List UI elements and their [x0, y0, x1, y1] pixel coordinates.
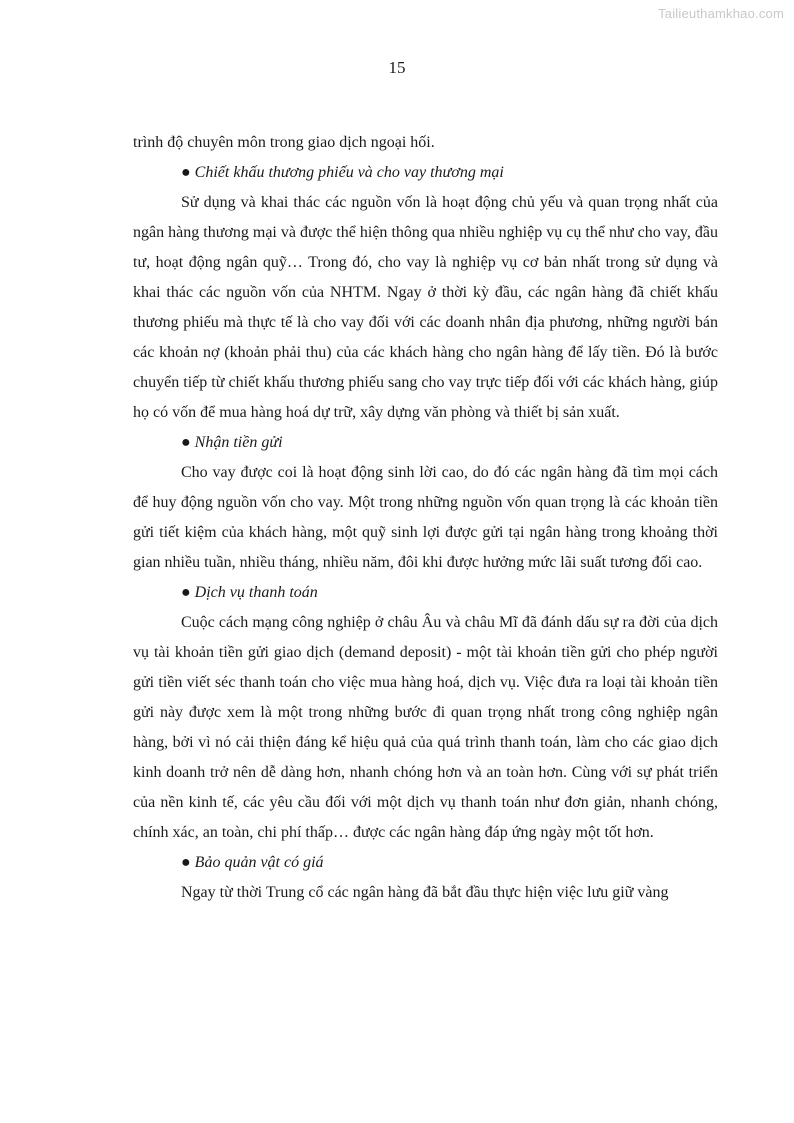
section-heading-text: Nhận tiền gửi — [194, 434, 283, 451]
section-heading-safekeeping — [133, 848, 718, 878]
section-heading-discounting — [133, 158, 718, 188]
section-heading-text: Chiết khấu thương phiếu và cho vay thương mại — [194, 164, 504, 181]
bullet-icon: ● — [181, 434, 191, 451]
section-heading-text: Dịch vụ thanh toán — [194, 584, 318, 601]
paragraph-deposits: Cho vay được coi là hoạt động sinh lời cao, do đó các ngân hàng đã tìm mọi cách để huy động nguồn vốn cho vay. Một trong những nguồn vốn quan trọng là các khoản tiền gửi tiết kiệm của khách hàng, một quỹ sinh lợi được gửi tại ngân hàng trong khoảng thời gian nhiều tuần, nhiều tháng, nhiều năm, đôi khi được hưởng mức lãi suất tương đối cao. — [133, 464, 718, 571]
paragraph-discounting: Sử dụng và khai thác các nguồn vốn là hoạt động chủ yếu và quan trọng nhất của ngân hàng thương mại và được thể hiện thông qua nhiều nghiệp vụ cụ thể như cho vay, đầu tư, hoạt động ngân quỹ… Trong đó, cho vay là nghiệp vụ cơ bản nhất trong sử dụng và khai thác các nguồn vốn của NHTM. Ngay ở thời kỳ đầu, các ngân hàng đã chiết khấu thương phiếu mà thực tế là cho vay đối với các doanh nhân địa phương, những người bán các khoản nợ (khoản phải thu) của các khách hàng cho ngân hàng để lấy tiền. Đó là bước chuyển tiếp từ chiết khấu thương phiếu sang cho vay trực tiếp đối với các khách hàng, giúp họ có vốn để mua hàng hoá dự trữ, xây dựng văn phòng và thiết bị sản xuất. — [133, 194, 718, 421]
page-number: 15 — [388, 58, 406, 77]
paragraph-continuation: trình độ chuyên môn trong giao dịch ngoại hối. — [133, 134, 435, 151]
section-heading-text: Bảo quản vật có giá — [194, 854, 324, 871]
bullet-icon: ● — [181, 854, 191, 871]
bullet-icon: ● — [181, 164, 191, 181]
section-heading-deposits — [133, 428, 718, 458]
bullet-icon: ● — [181, 584, 191, 601]
watermark: Tailieuthamkhao.com — [658, 6, 784, 21]
paragraph-safekeeping: Ngay từ thời Trung cổ các ngân hàng đã bắt đầu thực hiện việc lưu giữ vàng — [181, 884, 669, 901]
paragraph-payment: Cuộc cách mạng công nghiệp ở châu Âu và châu Mĩ đã đánh dấu sự ra đời của dịch vụ tài khoản tiền gửi giao dịch (demand deposit) - một tài khoản tiền gửi cho phép người gửi tiền viết séc thanh toán cho việc mua hàng hoá, dịch vụ. Việc đưa ra loại tài khoản tiền gửi này được xem là một trong những bước đi quan trọng nhất trong công nghiệp ngân hàng, bởi vì nó cải thiện đáng kể hiệu quả của quá trình thanh toán, làm cho các giao dịch kinh doanh trở nên dễ dàng hơn, nhanh chóng hơn và an toàn hơn. Cùng với sự phát triển của nền kinh tế, các yêu cầu đối với một dịch vụ thanh toán như đơn giản, nhanh chóng, chính xác, an toàn, chi phí thấp… được các ngân hàng đáp ứng ngày một tốt hơn. — [133, 614, 718, 841]
document-body — [133, 128, 718, 908]
section-heading-payment — [133, 578, 718, 608]
